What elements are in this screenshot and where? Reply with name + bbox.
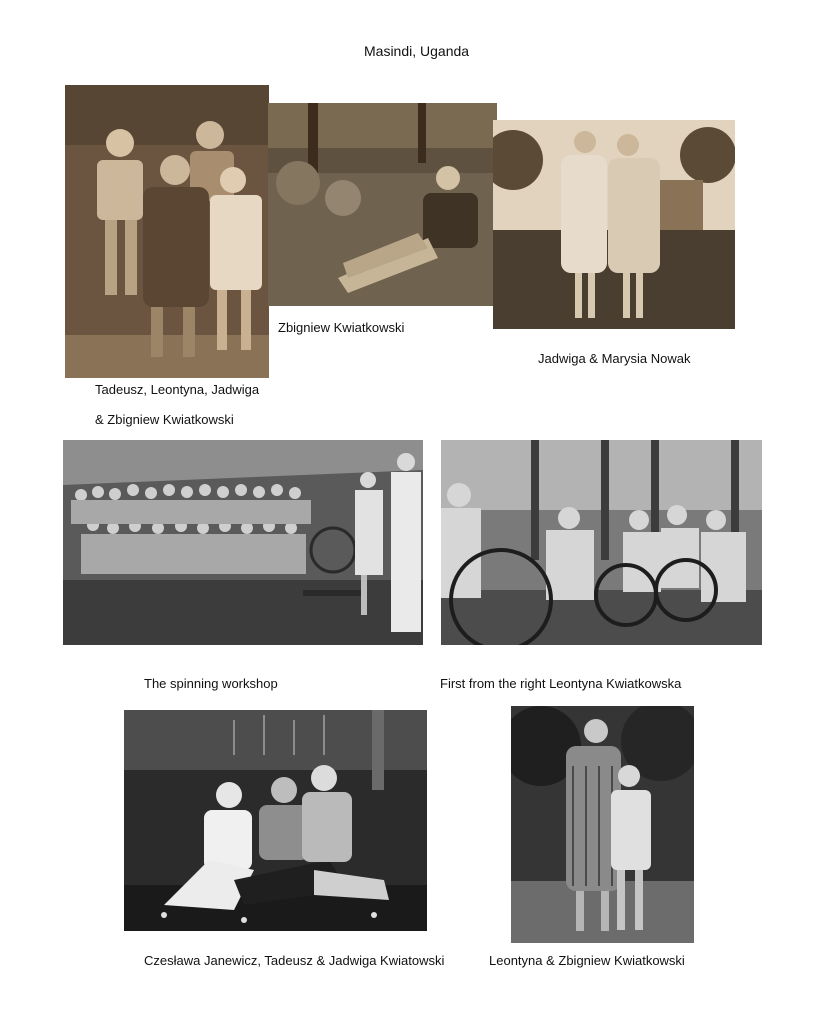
caption-family-line2: & Zbigniew Kwiatkowski	[95, 412, 234, 427]
photo-zbigniew-sitting	[268, 103, 497, 306]
photo-spinning-workshop	[63, 440, 423, 645]
caption-mother-son: Leontyna & Zbigniew Kwiatkowski	[489, 953, 685, 968]
photo-trio-garden	[124, 710, 427, 931]
caption-first-right: First from the right Leontyna Kwiatkowska	[440, 676, 682, 691]
photo-spinning-wheels	[441, 440, 762, 645]
caption-nowak: Jadwiga & Marysia Nowak	[538, 351, 691, 366]
caption-trio: Czesława Janewicz, Tadeusz & Jadwiga Kwiatowski	[144, 953, 445, 968]
caption-spinning: The spinning workshop	[144, 676, 278, 691]
photo-mother-son	[511, 706, 694, 943]
photo-family-four	[65, 85, 269, 378]
page-title: Masindi, Uganda	[364, 43, 470, 59]
caption-zbigniew: Zbigniew Kwiatkowski	[278, 320, 405, 335]
caption-family-line1: Tadeusz, Leontyna, Jadwiga	[95, 382, 260, 397]
photo-nowak-sisters	[493, 120, 735, 329]
